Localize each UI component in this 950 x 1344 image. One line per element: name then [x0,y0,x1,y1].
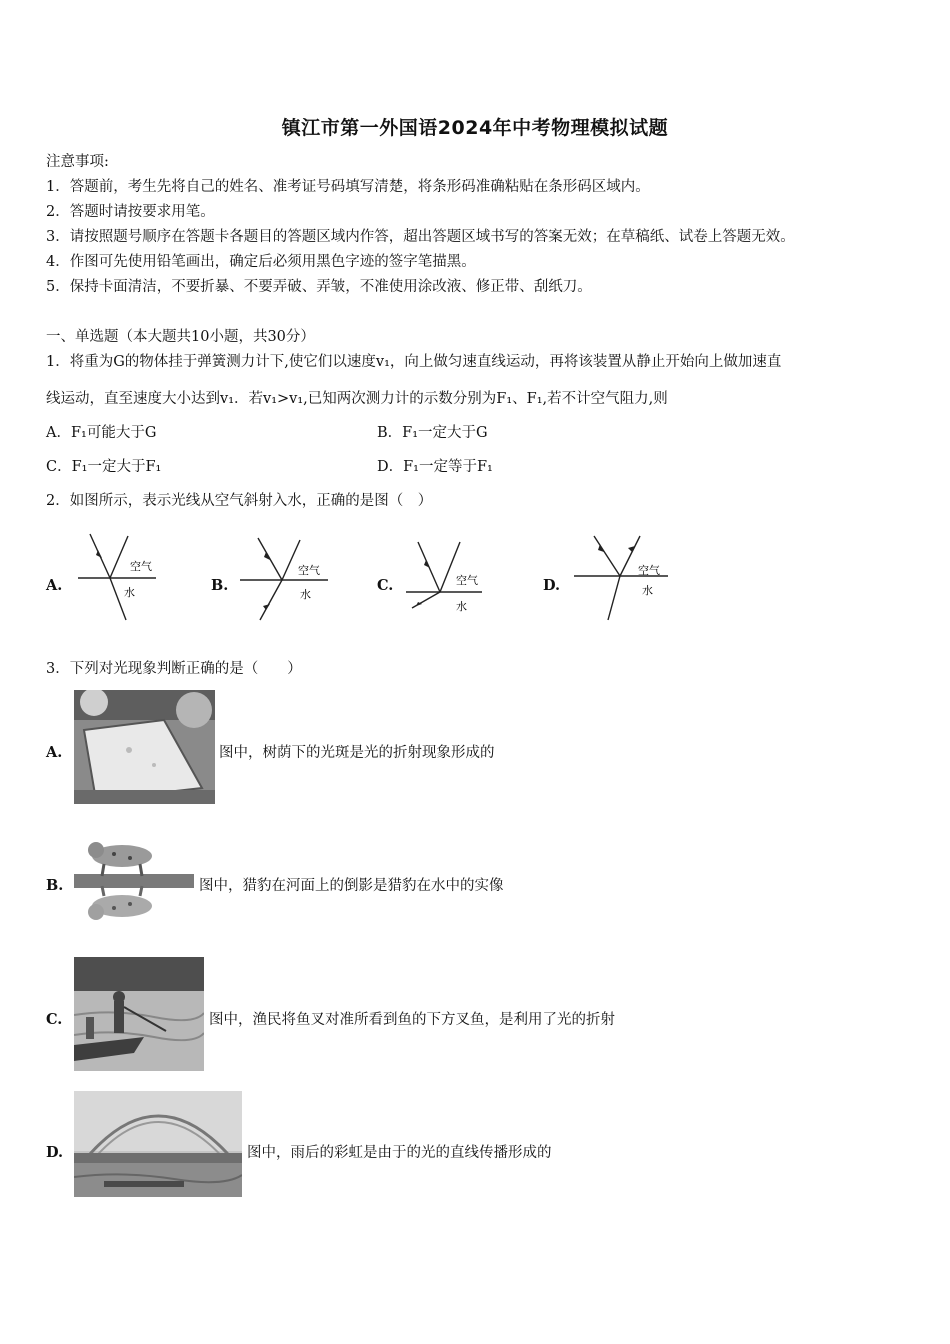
q2-d-water: 水 [642,584,653,597]
q2-diagram-c [404,536,486,620]
q1-option-a: A．F₁可能大于G [46,425,157,441]
q3-image-a [74,690,215,804]
note-item-1: 1．答题前，考生先将自己的姓名、准考证号码填写清楚，将条形码准确粘贴在条形码区域内。 [46,179,650,195]
q3-option-b-text: 图中，猎豹在河面上的倒影是猎豹在水中的实像 [199,878,504,894]
q1-option-d: D．F₁一定等于F₁ [377,459,493,475]
q2-a-air: 空气 [130,560,152,573]
q2-diagram-b [238,532,334,624]
page-title: 镇江市第一外国语2024年中考物理模拟试题 [281,117,669,139]
q2-diagram-d [572,530,676,624]
q2-label-a: A. [46,577,63,594]
q2-c-air: 空气 [456,574,478,587]
q2-label-b: B. [211,577,229,594]
note-item-5: 5．保持卡面清洁，不要折暴、不要弄破、弄皱，不准使用涂改液、修正带、刮纸刀。 [46,279,592,295]
q2-b-air: 空气 [298,564,320,577]
q3-option-a-text: 图中，树荫下的光斑是光的折射现象形成的 [219,745,495,761]
q1-stem-line2: 线运动，直至速度大小达到v₁．若v₁>v₁,已知两次测力计的示数分别为F₁、F₁,若不计空气阻力,则 [46,391,668,407]
q2-stem: 2．如图所示，表示光线从空气斜射入水，正确的是图（ ） [46,493,433,509]
q3-image-b [74,826,194,932]
q1-option-c: C．F₁一定大于F₁ [46,459,162,475]
note-item-2: 2．答题时请按要求用笔。 [46,204,215,220]
q2-label-d: D. [543,577,561,594]
q2-a-water: 水 [124,586,135,599]
q2-c-water: 水 [456,600,467,613]
q1-stem-line1: 1．将重为G的物体挂于弹簧测力计下,使它们以速度v₁，向上做匀速直线运动，再将该装置从静止开始向上做加速直 [46,354,782,370]
q2-label-c: C. [377,577,394,594]
q3-option-d-text: 图中，雨后的彩虹是由于的光的直线传播形成的 [247,1145,552,1161]
q3-label-a: A. [46,744,63,761]
q1-option-b: B．F₁一定大于G [377,425,488,441]
q3-label-d: D. [46,1144,64,1161]
q2-b-water: 水 [300,588,311,601]
q3-label-c: C. [46,1011,63,1028]
notes-heading: 注意事项: [46,154,109,170]
q2-diagram-a [74,528,160,624]
q3-label-b: B. [46,877,64,894]
note-item-4: 4．作图可先使用铅笔画出，确定后必须用黑色字迹的签字笔描黑。 [46,254,476,270]
q2-d-air: 空气 [638,564,660,577]
q3-option-c-text: 图中，渔民将鱼叉对准所看到鱼的下方叉鱼，是利用了光的折射 [209,1012,615,1028]
q3-image-c [74,957,204,1071]
q3-stem: 3．下列对光现象判断正确的是（ ） [46,661,302,677]
note-item-3: 3．请按照题号顺序在答题卡各题目的答题区域内作答，超出答题区域书写的答案无效；在草稿纸、试卷上答题无效。 [46,229,795,245]
section-heading: 一、单选题（本大题共10小题，共30分） [46,329,315,345]
q3-image-d [74,1091,242,1197]
